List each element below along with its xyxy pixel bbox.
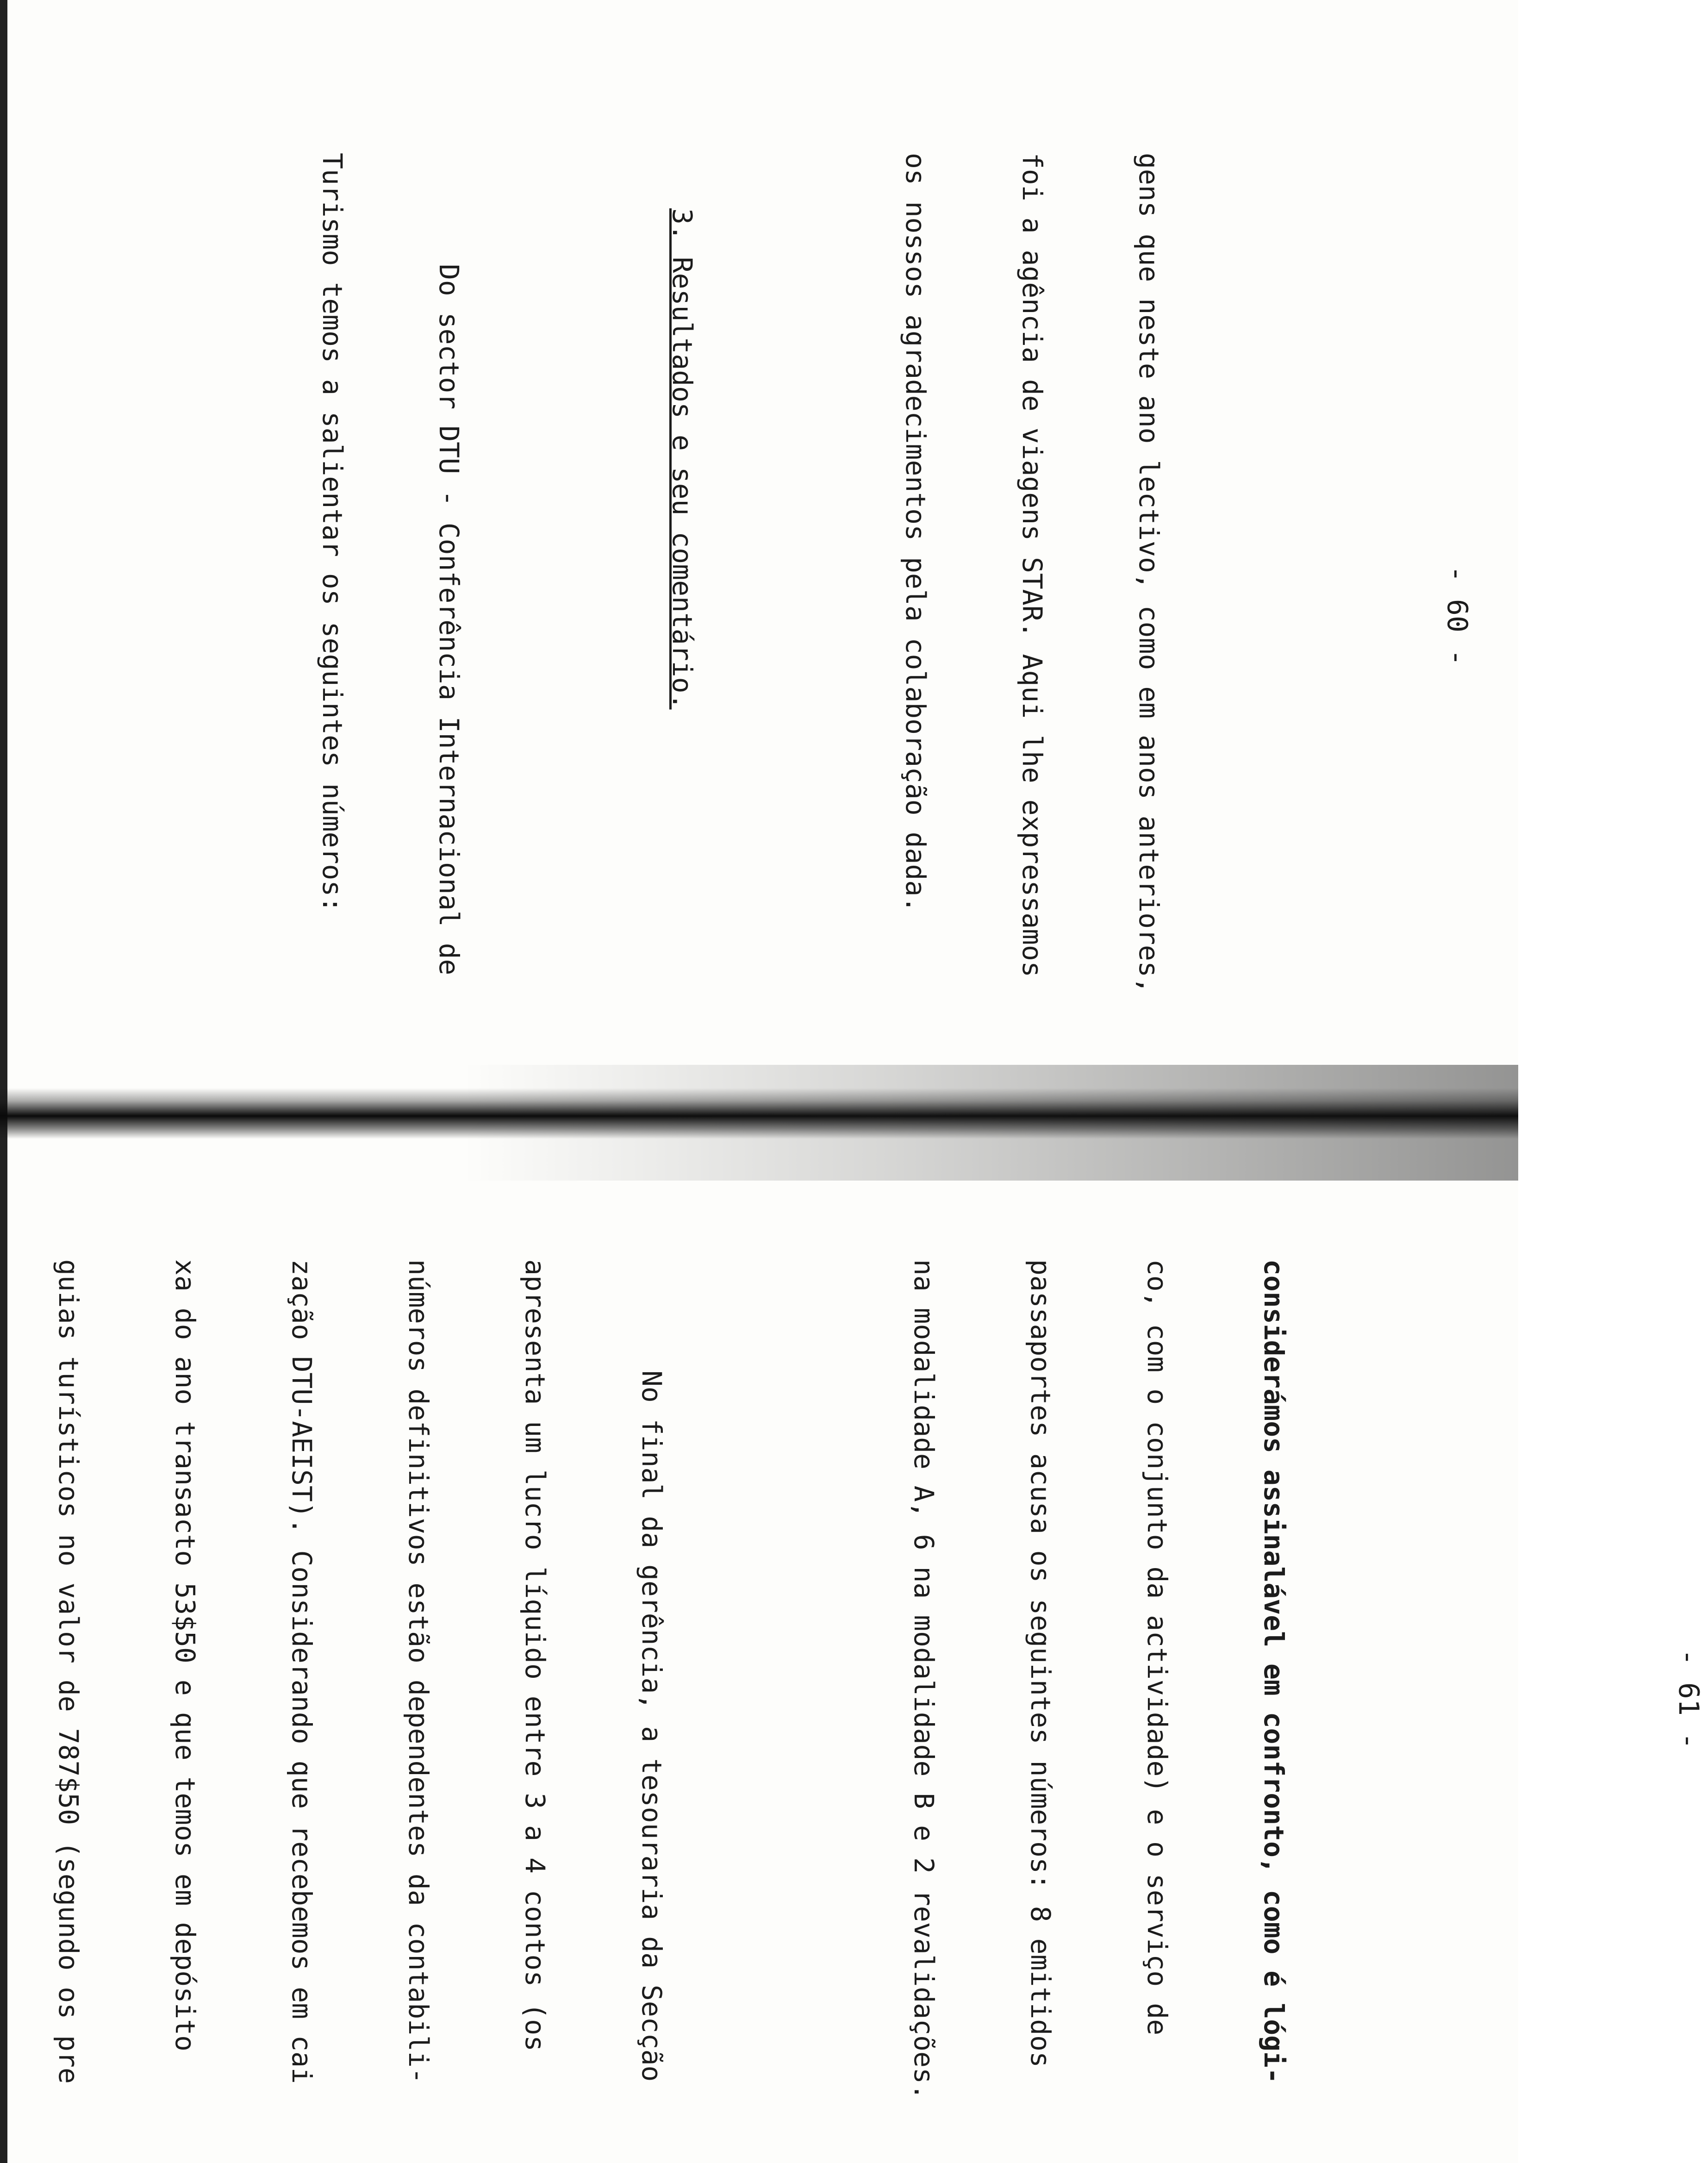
text-line: gens que neste ano lectivo, como em anos anteriores, xyxy=(1133,153,1165,994)
text-line: zação DTU-AEIST). Considerando que recebemos em cai xyxy=(286,1259,318,2084)
text-line: guias turísticos no valor de 787$50 (segundo os pre xyxy=(53,1259,84,2084)
page-61 xyxy=(53,1259,1705,2139)
text-line: considerámos assinalável em confronto, como é lógi- xyxy=(1258,1259,1290,2084)
text-line: os nossos agradecimentos pela colaboração dada. xyxy=(900,153,931,913)
text-line: Do sector DTU - Conferência Internacional de xyxy=(433,264,465,975)
text-line: apresenta um lucro líquido entre 3 a 4 contos (os xyxy=(519,1259,551,2052)
book-spine-fade xyxy=(463,1065,1518,1181)
page-number: - 61 - xyxy=(1672,1649,1705,1750)
text-line: xa do ano transacto 53$50 e que temos em depósito xyxy=(169,1259,201,2052)
text-line: co, com o conjunto da actividade) e o serviço de xyxy=(1141,1259,1173,2036)
text-line: números definitivos estão dependentes da contabili- xyxy=(403,1259,434,2084)
text-line: No final da gerência, a tesouraria da Secção xyxy=(636,1370,667,2082)
list-item xyxy=(0,153,80,1079)
text-line: passaportes acusa os seguintes números: 8 emitidos xyxy=(1025,1259,1056,2068)
page-60 xyxy=(74,153,1473,1079)
text-line: na modalidade A, 6 na modalidade B e 2 revalidações. xyxy=(908,1259,940,2100)
text-line: foi a agência de viagens STAR. Aqui lhe expressamos xyxy=(1016,153,1048,977)
section-heading: 3. Resultados e seu comentário. xyxy=(667,208,698,710)
text-line: Turismo temos a salientar os seguintes números: xyxy=(317,153,348,913)
page-number: - 60 - xyxy=(1441,565,1473,666)
